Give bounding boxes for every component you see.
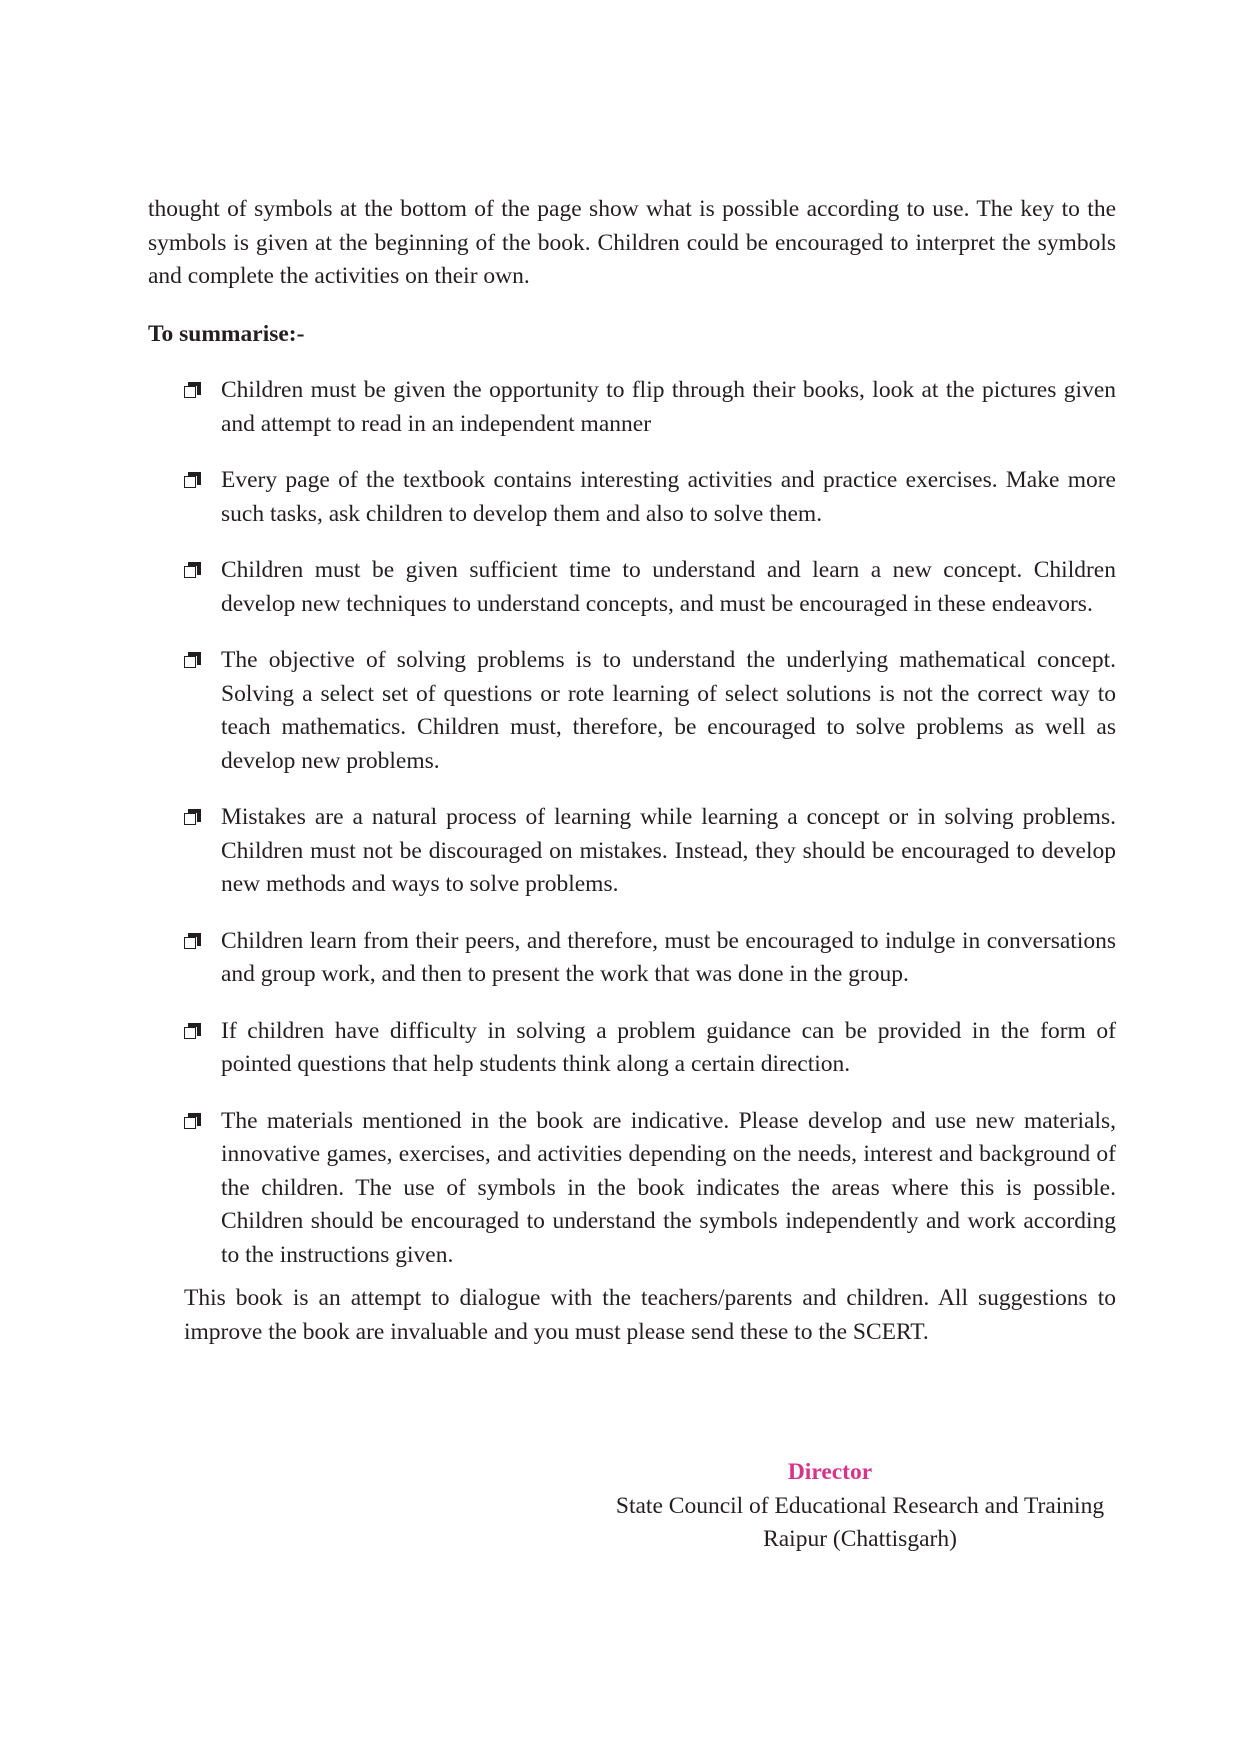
checkbox-icon <box>184 382 201 399</box>
checkbox-icon <box>184 933 201 950</box>
list-item <box>184 464 1116 531</box>
summary-list <box>184 374 1116 1295</box>
intro-paragraph: thought of symbols at the bottom of the page show what is possible according to use. The key to the symbols is given at the beginning of the book. Children could be encouraged to interpret the symbols and complete the activities on their own. <box>148 196 1116 289</box>
signature-title: Director <box>787 1459 873 1485</box>
checkbox-icon <box>184 472 201 489</box>
checkbox-icon <box>184 1023 201 1040</box>
signature-block <box>600 1456 1120 1557</box>
checkbox-icon <box>184 562 201 579</box>
list-item <box>184 925 1116 992</box>
checkbox-icon <box>184 652 201 669</box>
list-item <box>184 374 1116 441</box>
list-item <box>184 644 1116 778</box>
list-item-text: The objective of solving problems is to understand the underlying mathematical concept. Solving a select set of questions or rote learning of select solutions is not the correct way to teach mathematics. Children must, therefore, be encouraged to solve problems as well as develop new problems. <box>221 647 1116 774</box>
list-item-text: Children must be given sufficient time to understand and learn a new concept. Children develop new techniques to understand concepts, and must be encouraged in these endeavors. <box>221 557 1116 617</box>
list-item-text: Children must be given the opportunity to flip through their books, look at the pictures given and attempt to read in an independent manner <box>221 377 1116 437</box>
list-item-text: Mistakes are a natural process of learning while learning a concept or in solving problems. Children must not be discouraged on mistakes. Instead, they should be encouraged to develop new methods and ways to solve problems. <box>221 804 1116 897</box>
list-item <box>184 554 1116 621</box>
list-item-text: The materials mentioned in the book are indicative. Please develop and use new materials, innovative games, exercises, and activities depending on the needs, interest and background of the children. The use of symbols in the book indicates the areas where this is possible. Children should be encouraged to understand the symbols independently and work according to the instructions given. <box>221 1107 1116 1268</box>
signature-location: Raipur (Chattisgarh) <box>763 1526 957 1552</box>
signature-organization: State Council of Educational Research and Training <box>615 1492 1105 1519</box>
checkbox-icon <box>184 1113 201 1130</box>
list-item <box>184 1015 1116 1082</box>
summary-heading: To summarise:- <box>148 321 305 347</box>
list-item-text: Every page of the textbook contains interesting activities and practice exercises. Make more such tasks, ask children to develop them and also to solve them. <box>221 467 1116 527</box>
closing-paragraph: This book is an attempt to dialogue with the teachers/parents and children. All suggestions to improve the book are invaluable and you must please send these to the SCERT. <box>184 1285 1116 1345</box>
checkbox-icon <box>184 809 201 826</box>
list-item-text: Children learn from their peers, and therefore, must be encouraged to indulge in conversations and group work, and then to present the work that was done in the group. <box>221 927 1116 987</box>
list-item-text: If children have difficulty in solving a problem guidance can be provided in the form of pointed questions that help students think along a certain direction. <box>221 1017 1116 1077</box>
list-item <box>184 1105 1116 1273</box>
list-item <box>184 801 1116 902</box>
